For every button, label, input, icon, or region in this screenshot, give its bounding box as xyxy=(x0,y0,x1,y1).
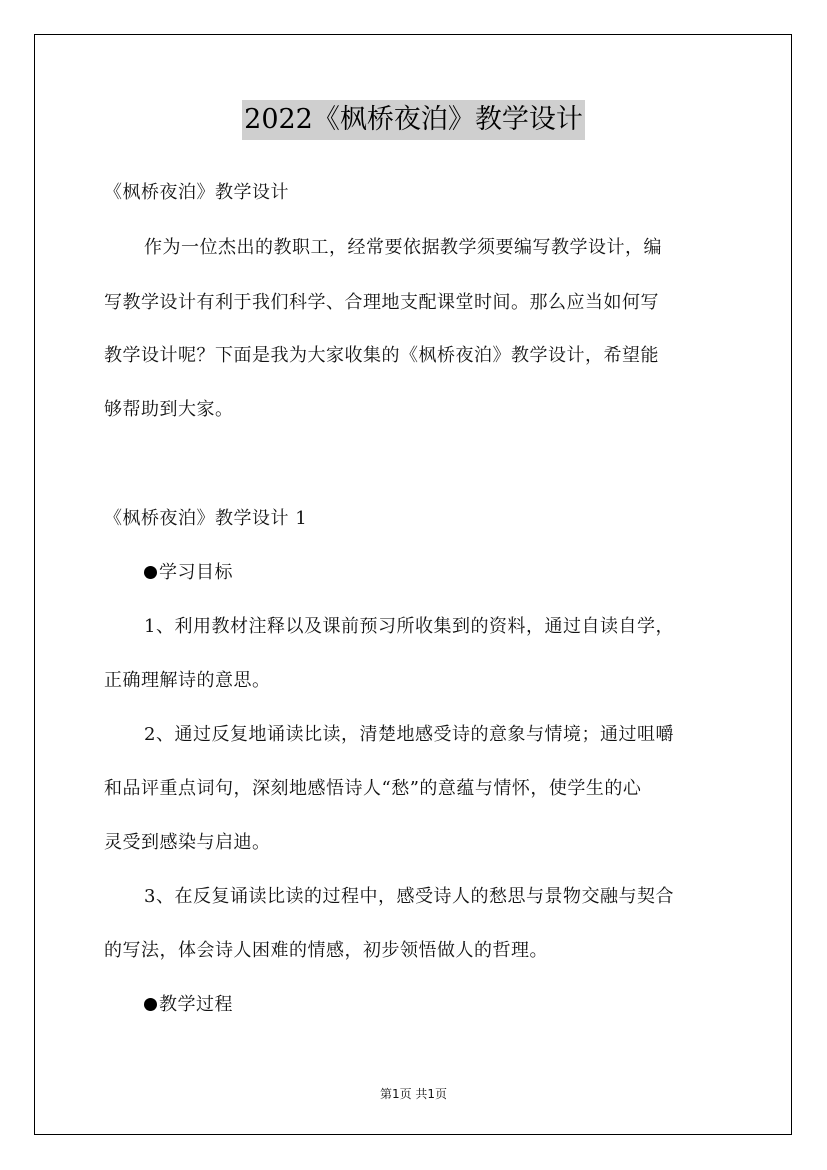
goal-1-line-2: 正确理解诗的意思。 xyxy=(104,670,271,691)
goal-2-line-2: 和品评重点词句，深刻地感悟诗人“愁”的意蕴与情怀，使学生的心 xyxy=(104,778,642,799)
subtitle: 《枫桥夜泊》教学设计 xyxy=(104,182,289,203)
document-title-wrapper xyxy=(0,100,827,140)
goal-1-line-1: 1、利用教材注释以及课前预习所收集到的资料，通过自读自学， xyxy=(144,616,674,637)
goal-3-line-1: 3、在反复诵读比读的过程中，感受诗人的愁思与景物交融与契合 xyxy=(144,886,674,907)
intro-line-2: 写教学设计有利于我们科学、合理地支配课堂时间。那么应当如何写 xyxy=(104,292,659,313)
page-number: 第1页 共1页 xyxy=(379,1087,448,1101)
section-1-heading: 《枫桥夜泊》教学设计 1 xyxy=(104,508,308,529)
process-heading-row xyxy=(144,993,784,1017)
goal-3-line-2: 的写法，体会诗人困难的情感，初步领悟做人的哲理。 xyxy=(104,940,548,961)
process-heading: 教学过程 xyxy=(159,994,233,1015)
bullet-icon xyxy=(144,998,157,1011)
goals-heading: 学习目标 xyxy=(159,562,233,583)
bullet-icon xyxy=(144,566,157,579)
document-title: 2022《枫桥夜泊》教学设计 xyxy=(242,100,585,140)
goal-2-line-3: 灵受到感染与启迪。 xyxy=(104,832,271,853)
goal-2-line-1: 2、通过反复地诵读比读，清楚地感受诗的意象与情境；通过咀嚼 xyxy=(144,724,674,745)
intro-line-3: 教学设计呢？下面是我为大家收集的《枫桥夜泊》教学设计，希望能 xyxy=(104,345,659,366)
goals-heading-row xyxy=(144,561,784,585)
intro-line-1: 作为一位杰出的教职工，经常要依据教学须要编写教学设计，编 xyxy=(144,237,662,258)
intro-line-4: 够帮助到大家。 xyxy=(104,399,234,420)
